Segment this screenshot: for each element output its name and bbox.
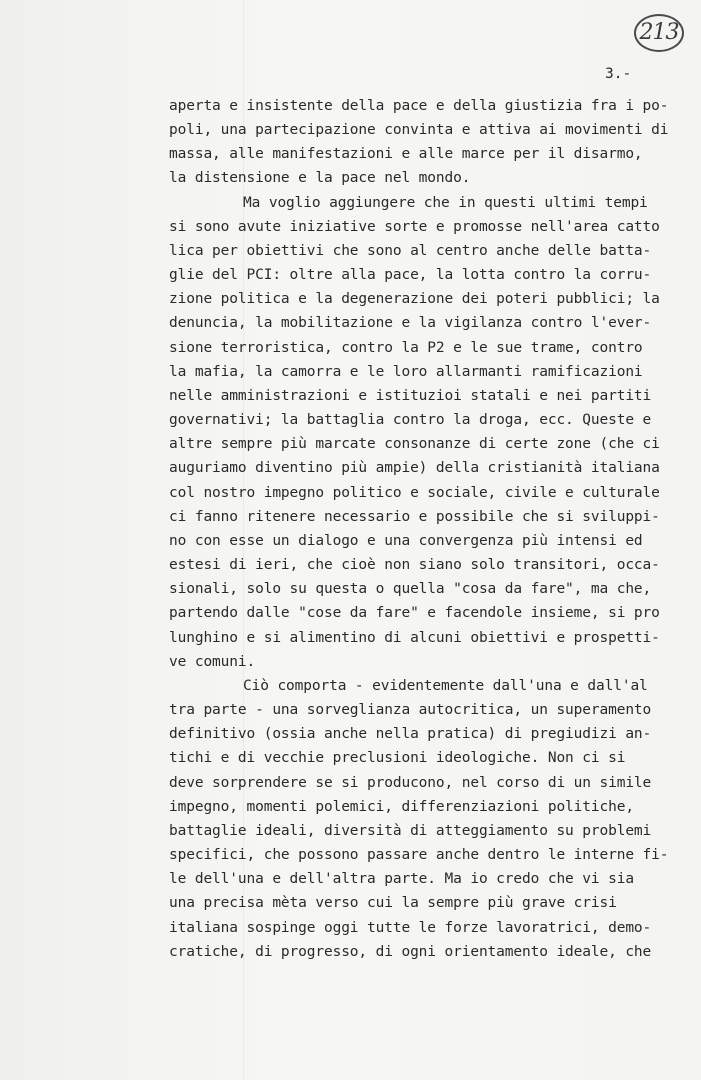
text-line: no con esse un dialogo e una convergenza più intensi ed — [169, 533, 643, 549]
text-line: Ciò comporta - evidentemente dall'una e dall'al — [243, 678, 648, 694]
text-line: tra parte - una sorveglianza autocritica, un superamento — [169, 702, 652, 718]
text-line: Ma voglio aggiungere che in questi ultimi tempi — [243, 195, 648, 211]
text-line: aperta e insistente della pace e della giustizia fra i po- — [169, 98, 669, 114]
text-line: col nostro impegno politico e sociale, civile e culturale — [169, 485, 660, 501]
text-line: sionali, solo su questa o quella "cosa da fare", ma che, — [169, 581, 652, 597]
text-line: lunghino e si alimentino di alcuni obiettivi e prospetti- — [169, 630, 660, 646]
text-line: massa, alle manifestazioni e alle marce per il disarmo, — [169, 146, 643, 162]
text-line: la mafia, la camorra e le loro allarmanti ramificazioni — [169, 364, 643, 380]
text-line: battaglie ideali, diversità di atteggiamento su problemi — [169, 823, 652, 839]
text-line: italiana sospinge oggi tutte le forze lavoratrici, demo- — [169, 920, 652, 936]
text-line: si sono avute iniziative sorte e promosse nell'area catto — [169, 219, 660, 235]
text-line: nelle amministrazioni e istituzioi statali e nei partiti — [169, 388, 652, 404]
text-line: governativi; la battaglia contro la droga, ecc. Queste e — [169, 412, 652, 428]
text-line: cratiche, di progresso, di ogni orientamento ideale, che — [169, 944, 652, 960]
page-stamp-number: 213 — [634, 14, 684, 52]
text-line: deve sorprendere se si producono, nel corso di un simile — [169, 775, 652, 791]
text-line: una precisa mèta verso cui la sempre più grave crisi — [169, 895, 617, 911]
text-line: poli, una partecipazione convinta e attiva ai movimenti di — [169, 122, 669, 138]
text-line: impegno, momenti polemici, differenziazioni politiche, — [169, 799, 634, 815]
page-number: 3.- — [605, 66, 632, 82]
text-line: sione terroristica, contro la P2 e le sue trame, contro — [169, 340, 643, 356]
text-line: lica per obiettivi che sono al centro anche delle batta- — [169, 243, 652, 259]
text-line: auguriamo diventino più ampie) della cristianità italiana — [169, 460, 660, 476]
text-line: specifici, che possono passare anche dentro le interne fi- — [169, 847, 669, 863]
text-line: tichi e di vecchie preclusioni ideologiche. Non ci si — [169, 750, 626, 766]
text-line: zione politica e la degenerazione dei poteri pubblici; la — [169, 291, 660, 307]
text-line: glie del PCI: oltre alla pace, la lotta contro la corru- — [169, 267, 652, 283]
text-line: ve comuni. — [169, 654, 256, 670]
text-line: estesi di ieri, che cioè non siano solo transitori, occa- — [169, 557, 660, 573]
text-line: ci fanno ritenere necessario e possibile che si sviluppi- — [169, 509, 660, 525]
text-line: partendo dalle "cose da fare" e facendole insieme, si pro — [169, 605, 660, 621]
text-line: denuncia, la mobilitazione e la vigilanza contro l'ever- — [169, 315, 652, 331]
text-line: la distensione e la pace nel mondo. — [169, 170, 471, 186]
text-line: definitivo (ossia anche nella pratica) di pregiudizi an- — [169, 726, 652, 742]
text-line: le dell'una e dell'altra parte. Ma io credo che vi sia — [169, 871, 634, 887]
text-line: altre sempre più marcate consonanze di certe zone (che ci — [169, 436, 660, 452]
